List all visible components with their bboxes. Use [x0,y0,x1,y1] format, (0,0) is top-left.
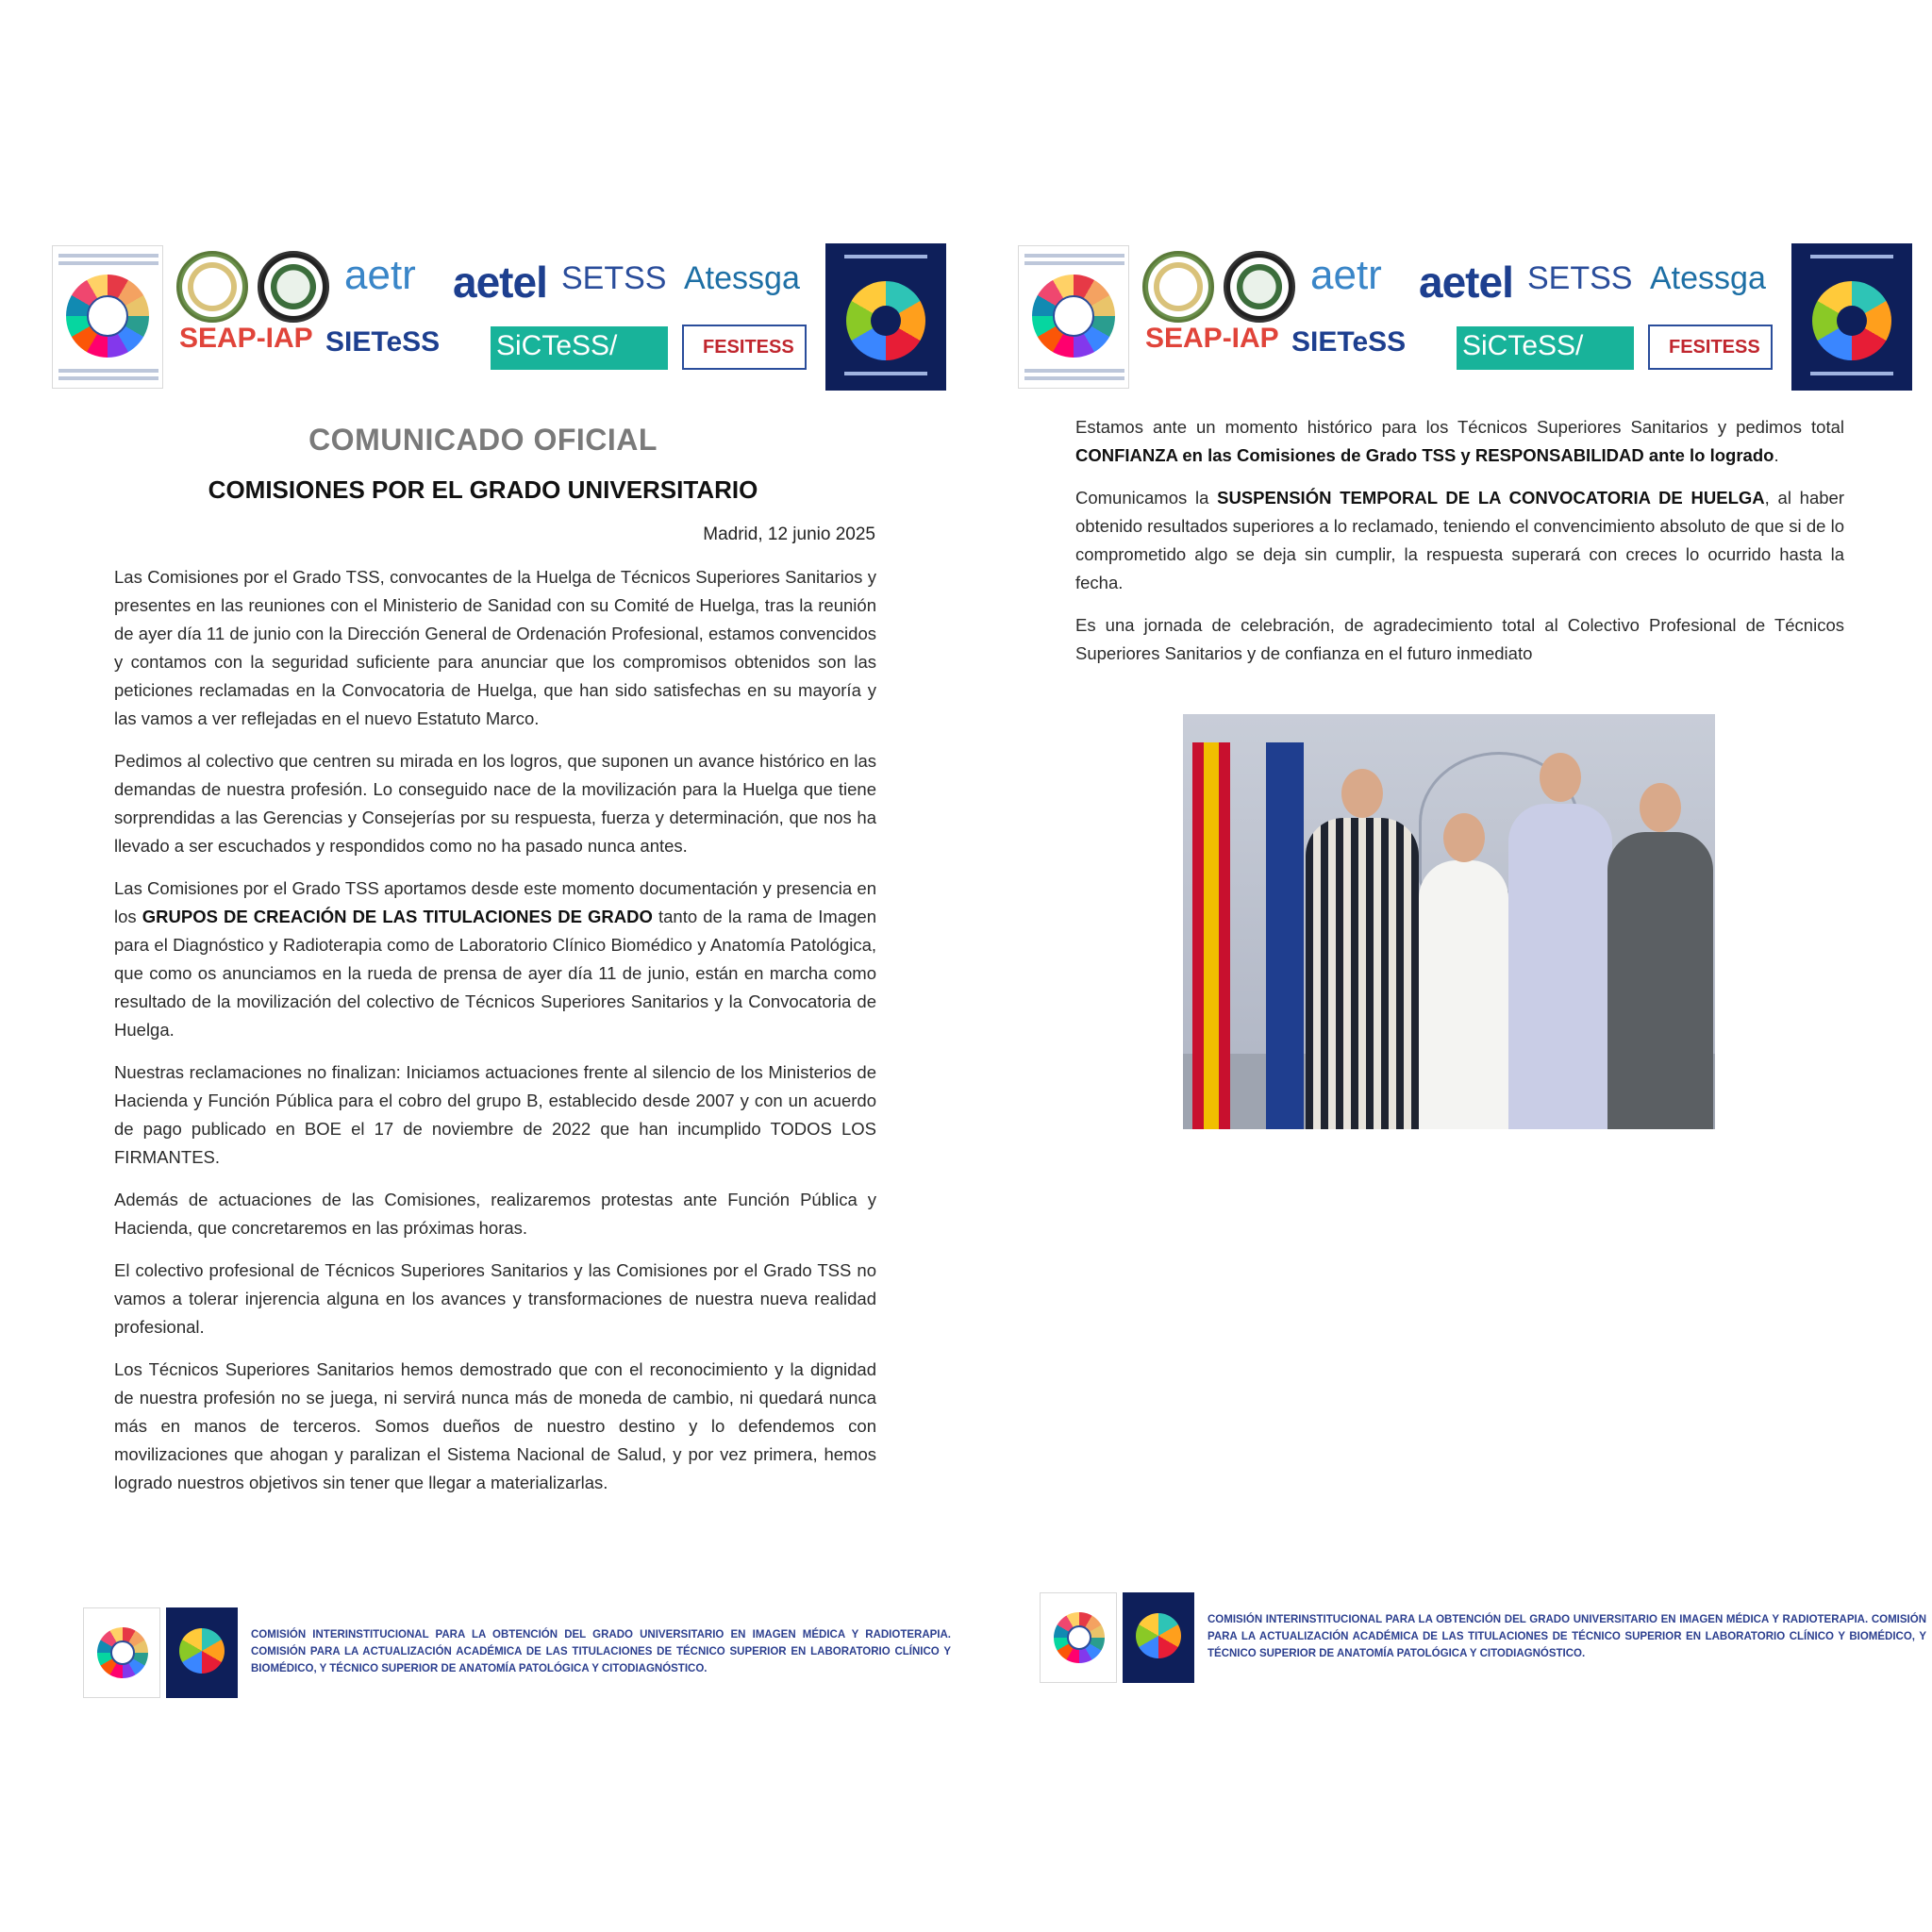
person [1306,818,1419,1129]
commission-logo [1018,245,1129,389]
association-seal-logo [258,251,329,323]
bold-phrase: SUSPENSIÓN TEMPORAL DE LA CONVOCATORIA DE HUELGA [1217,488,1765,508]
society-seal-logo [1142,251,1214,323]
paragraph: Nuestras reclamaciones no finalizan: Iniciamos actuaciones frente al silencio de los Ministerios de Hacienda y Función Pública para el cobro del grupo B, establecido desde 2007 y con un acuerdo de pago publicado en BOE el 17 de noviembre de 2022 que han incumplido TODOS LOS FIRMANTES. [114,1062,876,1167]
seap-iap-logo: SEAP-IAP [1145,323,1279,354]
paragraph: Comunicamos la SUSPENSIÓN TEMPORAL DE LA CONVOCATORIA DE HUELGA, al haber obtenido resultados superiores a lo reclamado, teniendo el convencimiento absoluto de que si de lo comprometido algo se deja sin cumplir, la respuesta superará con creces lo ocurrido hasta la fecha. [1075,488,1845,592]
paragraph: Además de actuaciones de las Comisiones, realizaremos protestas ante Función Pública y Hacienda, que concretaremos en las próximas horas. [114,1190,876,1238]
footer-imagen-logo [166,1607,238,1698]
imagen-medica-logo [1791,243,1912,391]
paragraph: Las Comisiones por el Grado TSS, convocantes de la Huelga de Técnicos Superiores Sanitarios y presentes en las reuniones con el Ministerio de Sanidad con su Comité de Huelga, tras la reunión de ayer día 11 de junio con la Dirección General de Ordenación Profesional, estamos convencidos y contamos con la seguridad suficiente para anunciar que los compromisos obtenidos son las peticiones reclamadas en la Convocatoria de Huelga, que han sido satisfechas en su mayoría y las vamos a ver reflejadas en el nuevo Estatuto Marco. [114,567,876,728]
setss-logo: SETSS [1527,260,1633,296]
society-seal-logo [176,251,248,323]
aetr-logo: aetr [344,252,416,298]
fesitess-logo: FESITESS [682,325,807,370]
spain-flag [1192,742,1230,1129]
paragraph: Es una jornada de celebración, de agradecimiento total al Colectivo Profesional de Técnicos Superiores Sanitarios y de confianza en el futuro inmediato [1075,615,1844,663]
footer-text: COMISIÓN INTERINSTITUCIONAL PARA LA OBTENCIÓN DEL GRADO UNIVERSITARIO EN IMAGEN MÉDICA Y RADIOTERAPIA. COMISIÓN PARA LA ACTUALIZACIÓN ACADÉMICA DE LAS TITULACIONES DE TÉCNICO SUPERIOR EN LABORATORIO CLÍNICO Y BIOMÉDICO, Y TÉCNICO SUPERIOR DE ANATOMÍA PATOLÓGICA Y CITODIAGNÓSTICO. [251,1629,951,1674]
document-body [1075,413,1844,682]
footer-imagen-logo [1123,1592,1194,1683]
person [1607,832,1713,1129]
sictess-logo: SiCTeSS/ [491,326,668,370]
document-body [114,563,876,1511]
sictess-logo: SiCTeSS/ [1457,326,1634,370]
aetel-logo: aetel [453,258,547,307]
person [1419,860,1508,1129]
footer-commission-logo [83,1607,160,1698]
person [1508,804,1612,1129]
fesitess-logo: FESITESS [1648,325,1773,370]
atessga-logo: Atessga [684,260,800,296]
footer-commission-logo [1040,1592,1117,1683]
aetr-logo: aetr [1310,252,1382,298]
bold-phrase: CONFIANZA en las Comisiones de Grado TSS y RESPONSABILIDAD ante lo logrado [1075,445,1774,465]
eu-flag [1266,742,1304,1129]
document-date: Madrid, 12 junio 2025 [703,525,875,544]
paragraph: Las Comisiones por el Grado TSS aportamos desde este momento documentación y presencia en los GRUPOS DE CREACIÓN DE LAS TITULACIONES DE GRADO tanto de la rama de Imagen para el Diagnóstico y Radioterapia como de Laboratorio Clínico Biomédico y Anatomía Patológica, que como os anunciamos en la rueda de prensa de ayer día 11 de junio, están en marcha como resultado de la movilización del colectivo de Técnicos Superiores Sanitarios y la Convocatoria de Huelga. [114,878,876,1040]
imagen-medica-logo [825,243,946,391]
commission-logo [52,245,163,389]
paragraph: El colectivo profesional de Técnicos Superiores Sanitarios y las Comisiones por el Grado TSS no vamos a tolerar injerencia alguna en los avances y transformaciones de nuestra nueva realidad profesional. [114,1260,876,1337]
document-page-right [966,0,1932,1932]
seap-iap-logo: SEAP-IAP [179,323,313,354]
logo-banner [52,242,948,391]
paragraph: Pedimos al colectivo que centren su mirada en los logros, que suponen un avance histórico en las demandas de nuestra profesión. Lo conseguido nace de la movilización para la Huelga que tiene sorprendidas a las Gerencias y Consejerías por su respuesta, fuerza y determinación, que nos ha llevado a ser escuchados y respondidos como no ha pasado nunca antes. [114,751,876,856]
paragraph: Los Técnicos Superiores Sanitarios hemos demostrado que con el reconocimiento y la dignidad de nuestra profesión no se juega, ni servirá nunca más de moneda de cambio, ni quedará nunca más en manos de terceros. Somos dueños de nuestro destino y lo defendemos con movilizaciones que ahogan y paralizan el Sistema Nacional de Salud, y por vez primera, hemos logrado nuestros objetivos sin tener que llegar a materializarlas. [114,1359,876,1492]
bold-phrase: GRUPOS DE CREACIÓN DE LAS TITULACIONES DE GRADO [142,907,653,926]
group-photo [1183,714,1715,1129]
document-subtitle: COMISIONES POR EL GRADO UNIVERSITARIO [208,475,758,504]
paragraph: Estamos ante un momento histórico para los Técnicos Superiores Sanitarios y pedimos total CONFIANZA en las Comisiones de Grado TSS y RESPONSABILIDAD ante lo logrado. [1075,417,1844,465]
footer-text: COMISIÓN INTERINSTITUCIONAL PARA LA OBTENCIÓN DEL GRADO UNIVERSITARIO EN IMAGEN MÉDICA Y RADIOTERAPIA. COMISIÓN PARA LA ACTUALIZACIÓN ACADÉMICA DE LAS TITULACIONES DE TÉCNICO SUPERIOR EN LABORATORIO CLÍNICO Y BIOMÉDICO, Y TÉCNICO SUPERIOR DE ANATOMÍA PATOLÓGICA Y CITODIAGNÓSTICO. [1208,1614,1926,1659]
document-title: COMUNICADO OFICIAL [308,423,658,457]
sietess-logo: SIETeSS [1291,326,1407,358]
atessga-logo: Atessga [1650,260,1766,296]
sietess-logo: SIETeSS [325,326,441,358]
association-seal-logo [1224,251,1295,323]
aetel-logo: aetel [1419,258,1513,307]
setss-logo: SETSS [561,260,667,296]
logo-banner [1018,242,1919,391]
